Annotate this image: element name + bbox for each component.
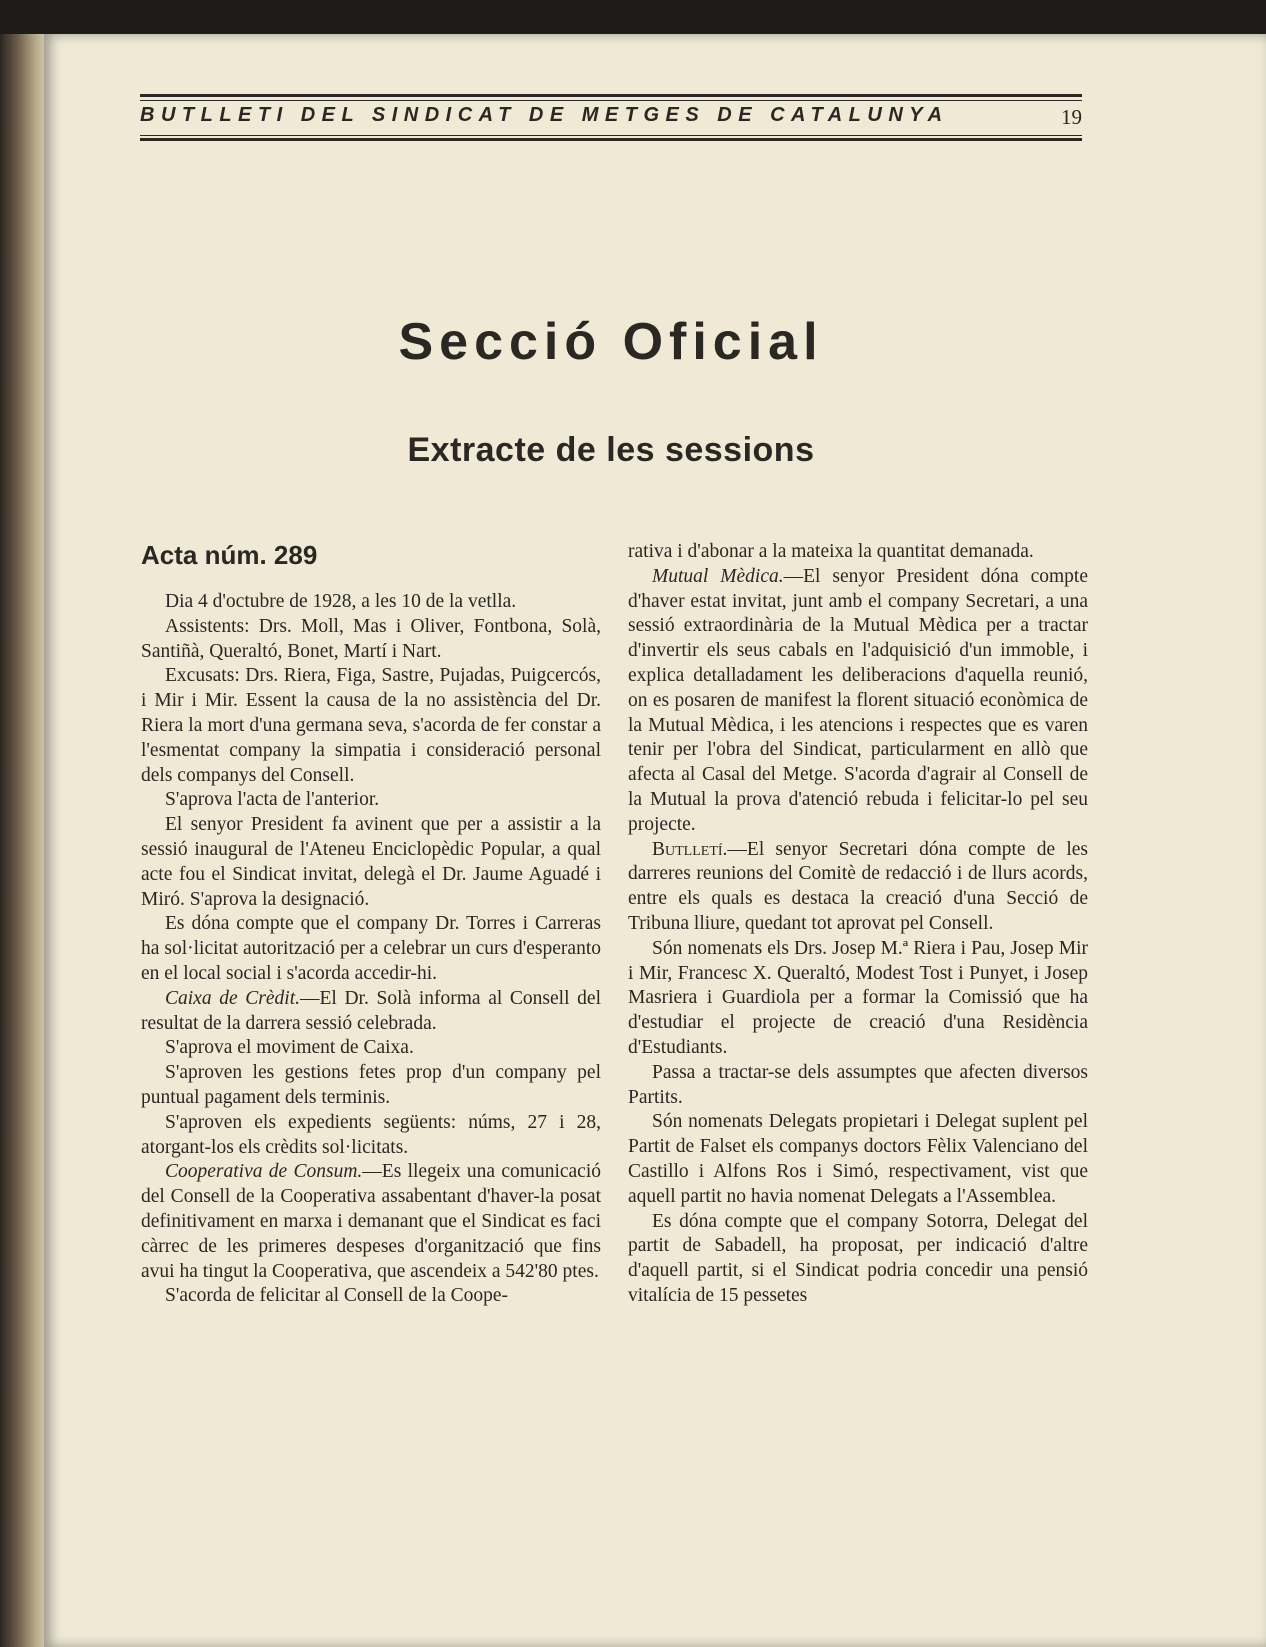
- paragraph-text: —Es llegeix una comunicació del Consell de la Cooperativa assabentant d'haver-la posat definitivament en marxa i demanant que el Sindicat es faci càrrec de les primeres despeses d'organització que fins avui ha tingut la Cooperativa, que ascendeix a 542'80 ptes.: [141, 1161, 601, 1282]
- paragraph: Dia 4 d'octubre de 1928, a les 10 de la vetlla.: [165, 591, 517, 612]
- paragraph: [141, 987, 601, 1037]
- paragraph: S'aproven els expedients següents: núms, 27 i 28, atorgant-los els crèdits sol·licitats.: [141, 1111, 601, 1158]
- running-header: [140, 94, 1082, 150]
- paragraph: S'aprova l'acta de l'anterior.: [165, 789, 380, 811]
- paragraph: Passa a tractar-se dels assumptes que afecten diversos Partits.: [628, 1061, 1088, 1108]
- paragraph-lead: Cooperativa de Consum.: [165, 1161, 363, 1183]
- right-column: [628, 540, 1088, 1309]
- book-spine: [0, 34, 48, 1647]
- paragraph-text: —El senyor Secretari dóna compte de les darreres reunions del Comitè de redacció i de llurs acords, entre els quals es destaca la creació d'una Secció de Tribuna lliure, quedant tot aprovat pel Consell.: [628, 838, 1088, 934]
- paragraph: Excusats: Drs. Riera, Figa, Sastre, Pujadas, Puigcercós, i Mir i Mir. Essent la causa de la no assistència del Dr. Riera la mort d'una germana seva, s'acorda de fer constar a l'esmentat company la simpatia i consideració personal dels companys del Consell.: [141, 665, 601, 786]
- paragraph: S'acorda de felicitar al Consell de la Coope-: [165, 1285, 509, 1307]
- paragraph: rativa i d'abonar a la mateixa la quantitat demanada.: [628, 541, 1034, 562]
- paragraph: Es dóna compte que el company Dr. Torres i Carreras ha sol·licitat autorització per a celebrar un curs d'esperanto en el local social i s'acorda accedir-hi.: [141, 913, 601, 984]
- paragraph-lead: Caixa de Crèdit.: [165, 987, 300, 1009]
- running-title: BUTLLETI DEL SINDICAT DE METGES DE CATALUNYA: [140, 104, 949, 126]
- left-column: [141, 590, 601, 1309]
- acta-heading: Acta núm. 289: [141, 540, 318, 570]
- paragraph: Assistents: Drs. Moll, Mas i Oliver, Fontbona, Solà, Santiñà, Queraltó, Bonet, Martí i Nart.: [141, 615, 601, 662]
- paragraph: S'aproven les gestions fetes prop d'un company pel puntual pagament dels terminis.: [141, 1062, 601, 1108]
- paragraph: [628, 838, 1088, 937]
- paragraph: [141, 1160, 601, 1284]
- paragraph-lead: Mutual Mèdica.: [652, 565, 784, 587]
- paragraph: S'aprova el moviment de Caixa.: [165, 1037, 414, 1059]
- paragraph: El senyor President fa avinent que per a assistir a la sessió inaugural de l'Ateneu Enciclopèdic Popular, a qual acte fou el Sindicat invitat, delegà el Dr. Jaume Aguadé i Miró. S'aprova la designació.: [141, 814, 601, 910]
- paragraph: Són nomenats els Drs. Josep M.ª Riera i Pau, Josep Mir i Mir, Francesc X. Queraltó, Modest Tost i Punyet, i Josep Masriera i Guardiola per a formar la Comissió que ha d'estudiar el projecte de creació d'una Residència d'Estudiants.: [628, 937, 1088, 1058]
- header-rule: [140, 138, 1082, 141]
- section-title: Secció Oficial: [398, 313, 824, 371]
- paragraph-text: —El Dr. Solà informa al Consell del resultat de la darrera sessió celebrada.: [141, 987, 601, 1034]
- header-rule: [140, 100, 1082, 101]
- paragraph-lead: Butlletí.: [652, 838, 728, 860]
- paragraph: [628, 565, 1088, 838]
- paragraph: Es dóna compte que el company Sotorra, Delegat del partit de Sabadell, ha proposat, per indicació d'altre d'aquell partit, si el Sindicat podria concedir una pensió vitalícia de 15 pessetes: [628, 1210, 1088, 1306]
- header-rule: [140, 94, 1082, 97]
- subtitle: Extracte de les sessions: [407, 431, 815, 469]
- paragraph-text: —El senyor President dóna compte d'haver estat invitat, junt amb el company Secretari, a una sessió extraordinària de la Mutual Mèdica per a tractar d'invertir els seus cabals en l'adquisició d'un immoble, i explica detalladament les deliberacions d'aquella reunió, on es posaren de manifest la florent situació econòmica de la Mutual Mèdica, i les atencions i respectes que es varen tenir per l'obra del Sindicat, particularment en allò que afecta al Casal del Metge. S'acorda d'agrair al Consell de la Mutual la prova d'atenció rebuda i felicitar-lo pel seu projecte.: [628, 565, 1088, 835]
- page-number: 19: [1061, 105, 1082, 129]
- header-rule: [140, 135, 1082, 136]
- paragraph: Són nomenats Delegats propietari i Delegat suplent pel Partit de Falset els companys doctors Fèlix Valenciano del Castillo i Alfons Ros i Simó, respectivament, vist que aquell partit no havia nomenat Delegats a l'Assemblea.: [628, 1111, 1088, 1207]
